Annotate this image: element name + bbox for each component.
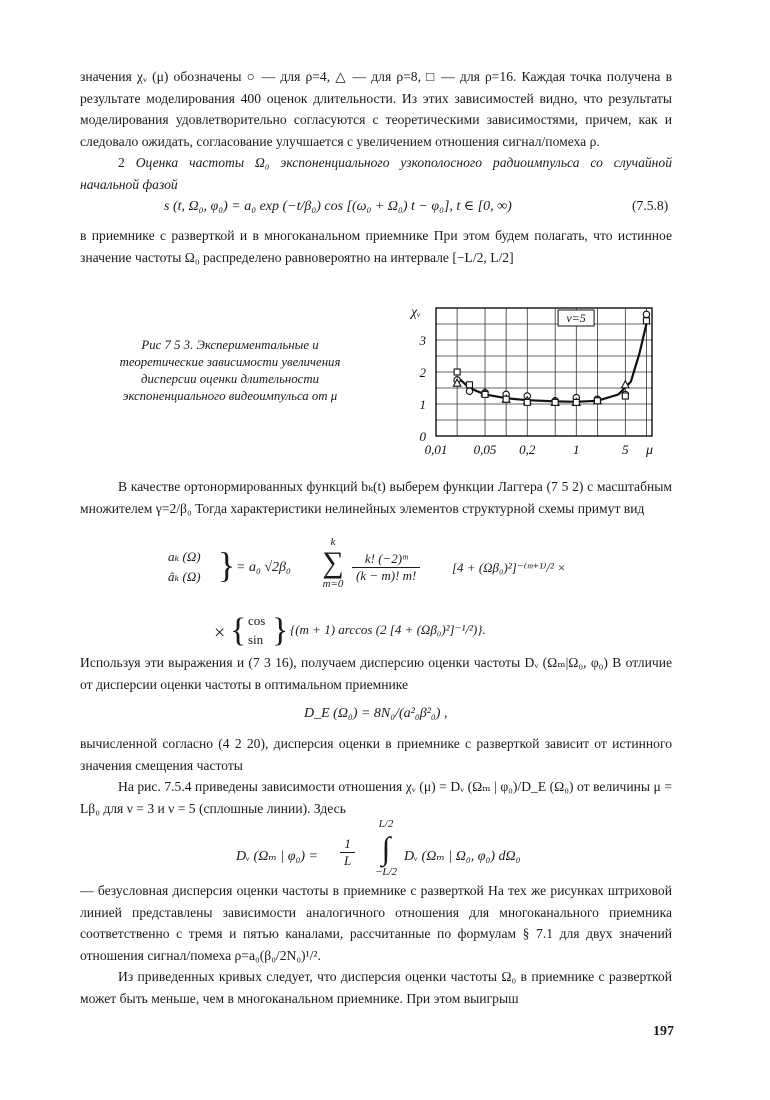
equation-de: D_E (Ω₀) = 8N₀/(a²₀β²₀) , (304, 706, 448, 721)
text-block-dispersion (80, 652, 672, 695)
equation-line2-times: × (214, 622, 226, 644)
chart-series-group (453, 311, 649, 405)
paragraph-section-2 (80, 152, 672, 195)
point-square (594, 398, 600, 404)
chart-labels (409, 305, 653, 458)
paragraph-receiver: в приемнике с разверткой и в многоканальном приемнике При этом будем полагать, что истинное значение частоты Ω₀ распределено равновероятно на интервале [−L/2, L/2] (80, 228, 672, 265)
fraction-numerator: k! (−2)ᵐ (352, 551, 420, 568)
point-square (643, 318, 649, 324)
sin-label: sin (248, 632, 264, 647)
page-number: 197 (653, 1024, 674, 1039)
point-circle (643, 311, 649, 317)
equation-ak-a0: = a₀ √2β₀ (236, 560, 291, 575)
equation-ak-fraction (352, 551, 420, 584)
paragraph-laguerre: В качестве ортонормированных функций bₖ(t) выберем функции Лаггера (7 5 2) с масштабным множителем γ=2/β₀ Тогда характеристики нелинейных элементов структурной схемы примут вид (80, 479, 672, 516)
equation-ak-bottom: âₖ (Ω) (168, 569, 201, 584)
paragraph-dispersion: Используя эти выражения и (7 3 16), получаем дисперсию оценки частоты Dᵥ (Ωₘ|Ω₀, φ₀) В отличие от дисперсии оценки частоты в оптимальном приемнике (80, 655, 672, 692)
y-tick-label: 2 (419, 365, 426, 380)
equation-line2-brace-open: { (230, 612, 247, 649)
text-block-receiver (80, 225, 672, 268)
point-circle (466, 388, 472, 394)
paragraph-figure-ref: На рис. 7.5.4 приведены зависимости отношения χᵥ (μ) = Dᵥ (Ωₘ | φ₀)/D_E (Ω₀) от величины μ = Lβ₀ для ν = 3 и ν = 5 (сплошные линии). Здесь (80, 779, 672, 816)
integral-fraction-denominator: L (344, 853, 352, 868)
x-tick-label: 0,05 (473, 442, 497, 457)
equation-dv-lhs: Dᵥ (Ωₘ | φ₀) = (236, 849, 318, 864)
point-square (454, 369, 460, 375)
paragraph-unconditional: — безусловная дисперсия оценки частоты в приемнике с разверткой На тех же рисунках штриховой линией представлены зависимости аналогичного отношения для многоканального приемника соответственно с тремя и пятью каналами, рассчитанные по формулам § 7.1 для двух значений отношения сигнал/помеха ρ=a₀(β₀/2N₀)¹/². (80, 883, 672, 963)
equation-number-7-5-8: (7.5.8) (632, 198, 669, 213)
fraction-denominator: (k − m)! m! (356, 568, 417, 583)
legend-box-label: ν=5 (566, 311, 586, 325)
integral-upper: L/2 (378, 818, 394, 830)
text-block-top (80, 66, 672, 195)
sum-symbol: ∑ (322, 546, 344, 579)
x-tick-label: 0,01 (424, 442, 448, 457)
x-tick-label: 5 (622, 442, 629, 457)
point-square (482, 391, 488, 397)
text-block-computed (80, 733, 672, 819)
text-block-unconditional (80, 880, 672, 1009)
equation-dv-fraction (340, 836, 355, 869)
point-square (573, 399, 579, 405)
point-square (622, 393, 628, 399)
cos-label: cos (248, 613, 266, 628)
equation-ak-top: aₖ (Ω) (168, 549, 201, 564)
x-axis-label: μ (646, 443, 654, 458)
equation-ak-sum (318, 536, 348, 590)
integral-lower: −L/2 (374, 866, 398, 878)
text-block-laguerre (80, 476, 672, 519)
equation-ak-tail: [4 + (Ωβ₀)²]⁻⁽ᵐ⁺¹⁾/² × (452, 560, 566, 575)
y-tick-label: 1 (419, 397, 426, 412)
equation-dv-rest: Dᵥ (Ωₘ | Ω₀, φ₀) dΩ₀ (404, 849, 521, 864)
point-square (503, 396, 509, 402)
section-number: 2 (118, 155, 125, 170)
paragraph-conclusion: Из приведенных кривых следует, что дисперсия оценки частоты Ω₀ в приемнике с разверткой может быть меньше, чем в многоканальном приемнике. При этом выигрыш (80, 969, 672, 1006)
point-square (466, 382, 472, 388)
y-axis-label: χᵥ (410, 305, 422, 320)
integral-fraction-numerator: 1 (340, 836, 355, 853)
chart-grid (436, 308, 652, 436)
chart-dispersion (400, 300, 670, 462)
equation-line2-trig (248, 611, 265, 649)
x-tick-label: 1 (573, 442, 580, 457)
paragraph-computed: вычисленной согласно (4 2 20), дисперсия оценки в приемнике с разверткой зависит от истинного значения смещения частоты (80, 736, 672, 773)
equation-integral (366, 818, 406, 878)
y-tick-label: 3 (419, 333, 426, 348)
paragraph-results: значения χᵥ (μ) обозначены ○ — для ρ=4, △ — для ρ=8, □ — для ρ=16. Каждая точка получена в результате моделирования 400 оценок длительности. Из этих зависимостей видно, что результаты моделирования удовлетворительно согласуются с теоретическими зависимостями, причем, как и следовало ожидать, согласование улучшается с увеличением отношения сигнал/помеха ρ. (80, 69, 672, 149)
equation-ak-lhs (168, 547, 201, 587)
figure-caption: Рис 7 5 3. Экспериментальные и теоретические зависимости увеличения дисперсии оценки длительности экспоненциального видеоимпульса от μ (119, 338, 341, 403)
equation-signal: s (t, Ω₀, φ₀) = a₀ exp (−t/β₀) cos [(ω₀ + Ω₀) t − φ₀], t ∈ [0, ∞) (164, 199, 512, 214)
point-square (552, 399, 558, 405)
equation-line2-brace-close: } (272, 612, 289, 649)
y-tick-label: 0 (419, 429, 426, 444)
sum-upper: k (330, 536, 336, 548)
x-tick-label: 0,2 (519, 442, 536, 457)
point-square (524, 399, 530, 405)
equation-line2-rest: {(m + 1) arccos (2 [4 + (Ωβ₀)²]⁻¹/²)}. (290, 622, 486, 637)
sum-lower: m=0 (322, 578, 344, 590)
section-title: Оценка частоты Ω₀ экспоненциального узкополосного радиоимпульса со случайной начальной фазой (80, 155, 672, 192)
integral-symbol: ∫ (381, 830, 391, 866)
equation-ak-brace: } (218, 545, 236, 585)
